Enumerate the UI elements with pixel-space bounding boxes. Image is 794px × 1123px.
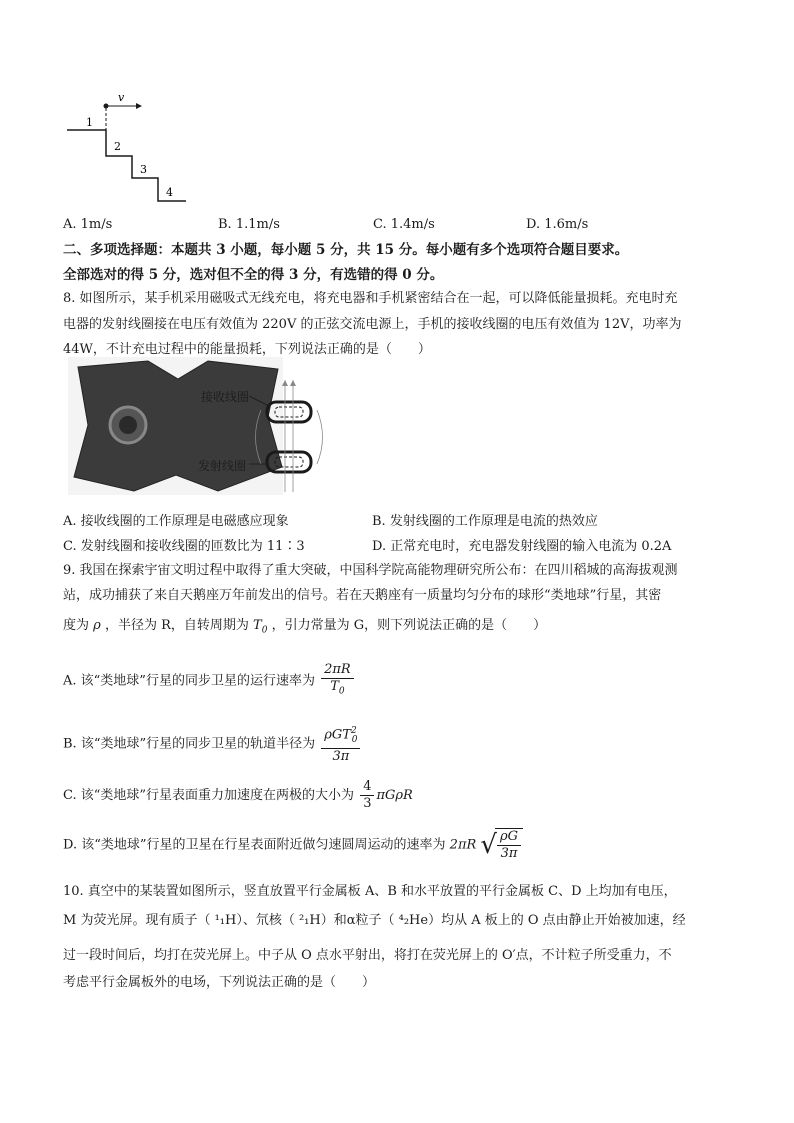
q10-stem-line1: 10. 真空中的某装置如图所示，竖直放置平行金属板 A、B 和水平放置的平行金属板 C、D 上均加有电压， [63,884,677,899]
receive-coil-label: 接收线圈 [201,390,250,404]
q10-stem-line3: 过一段时间后，均打在荧光屏上。中子从 O 点水平射出，将打在荧光屏上的 O′点，不计粒子所受重力，不 [63,948,672,963]
transmit-coil [267,452,311,472]
q8-stem-line1: 8. 如图所示，某手机采用磁吸式无线充电，将充电器和手机紧密结合在一起，可以降低能量损耗。充电时充 [63,291,678,306]
q9-option-d-sqrt: √ $\frac{\rho G}{3\pi}$ [480,828,523,862]
q7-option-b[interactable]: B. 1.1m/s [218,217,280,232]
q8-stem-line2: 电器的发射线圈接在电压有效值为 220V 的正弦交流电源上，手机的接收线圈的电压有效值为 12V，功率为 [63,317,682,332]
q10-stem-line2: M 为荧光屏。现有质子（ ¹₁H）、氘核（ ²₁H）和α粒子（ ⁴₂He）均从 A 板上的 O 点由静止开始被加速，经 [63,913,686,928]
ball [104,104,109,109]
q9-stem-line2: 站，成功捕获了来自天鹅座万年前发出的信号。若在天鹅座有一质量均匀分布的球形“类地球”行星，其密 [63,588,662,603]
q8-option-c[interactable]: C. 发射线圈和接收线圈的匝数比为 11∶3 [63,539,305,554]
q7-option-d[interactable]: D. 1.6m/s [526,217,589,232]
receive-coil [267,402,311,422]
q8-option-b[interactable]: B. 发射线圈的工作原理是电流的热效应 [372,514,598,529]
q9-option-a[interactable]: A. 该“类地球”行星的同步卫星的运行速率为 $\frac{2\pi R}{T_0}$ [63,662,356,700]
q8-option-a[interactable]: A. 接收线圈的工作原理是电磁感应现象 [63,514,289,529]
section2-heading-line2: 全部选对的得 5 分，选对但不全的得 3 分，有选错的得 0 分。 [63,267,444,283]
q9-option-d[interactable]: D. 该“类地球”行星的卫星在行星表面附近做匀速圆周运动的速率为 2πR √ $\frac{\rho G}{3\pi}$ [63,828,523,862]
period-symbol: $T_0$ [253,618,268,636]
step-label-3: 3 [140,163,147,176]
q9-option-b[interactable]: B. 该“类地球”行星的同步卫星的轨道半径为 $\frac{\rho GT^2_0}{3\pi}$ [63,723,362,765]
transmit-coil-label: 发射线圈 [198,459,247,473]
step-label-2: 2 [114,140,121,153]
q9-stem-line1: 9. 我国在探索宇宙文明过程中取得了重大突破，中国科学院高能物理研究所公布：在四川稻城的高海拔观测 [63,563,678,578]
staircase-diagram [62,88,192,208]
q8-stem-line3: 44W，不计充电过程中的能量损耗，下列说法正确的是（ ） [63,342,431,357]
q9-option-c-fraction: $\frac{4}{3}$ [360,779,374,812]
step-label-4: 4 [166,186,173,199]
q9-option-c[interactable]: C. 该“类地球”行星表面重力加速度在两极的大小为 $\frac{4}{3}$ πGρR [63,779,413,811]
step-label-1: 1 [86,116,93,129]
velocity-label: v [118,91,125,104]
q9-option-b-fraction: $\frac{\rho GT^2_0}{3\pi}$ [321,723,360,765]
arrow-head [136,103,142,109]
q9-stem-line3: 度为 ρ ，半径为 R，自转周期为 $T_0$ ，引力常量为 G，则下列说法正确的是（ ） [63,618,547,636]
q7-option-a[interactable]: A. 1m/s [63,217,113,232]
q9-option-a-fraction: $\frac{2\pi R}{T_0}$ [321,662,354,700]
q8-option-d[interactable]: D. 正常充电时，充电器发射线圈的输入电流为 0.2A [372,539,672,554]
q10-stem-line4: 考虑平行金属板外的电场，下列说法正确的是（ ） [63,975,376,990]
rho-symbol: ρ [93,618,101,633]
q7-option-c[interactable]: C. 1.4m/s [373,217,435,232]
section2-heading-line1: 二、多项选择题：本题共 3 小题，每小题 5 分，共 15 分。每小题有多个选项符合题目要求。 [63,242,629,258]
